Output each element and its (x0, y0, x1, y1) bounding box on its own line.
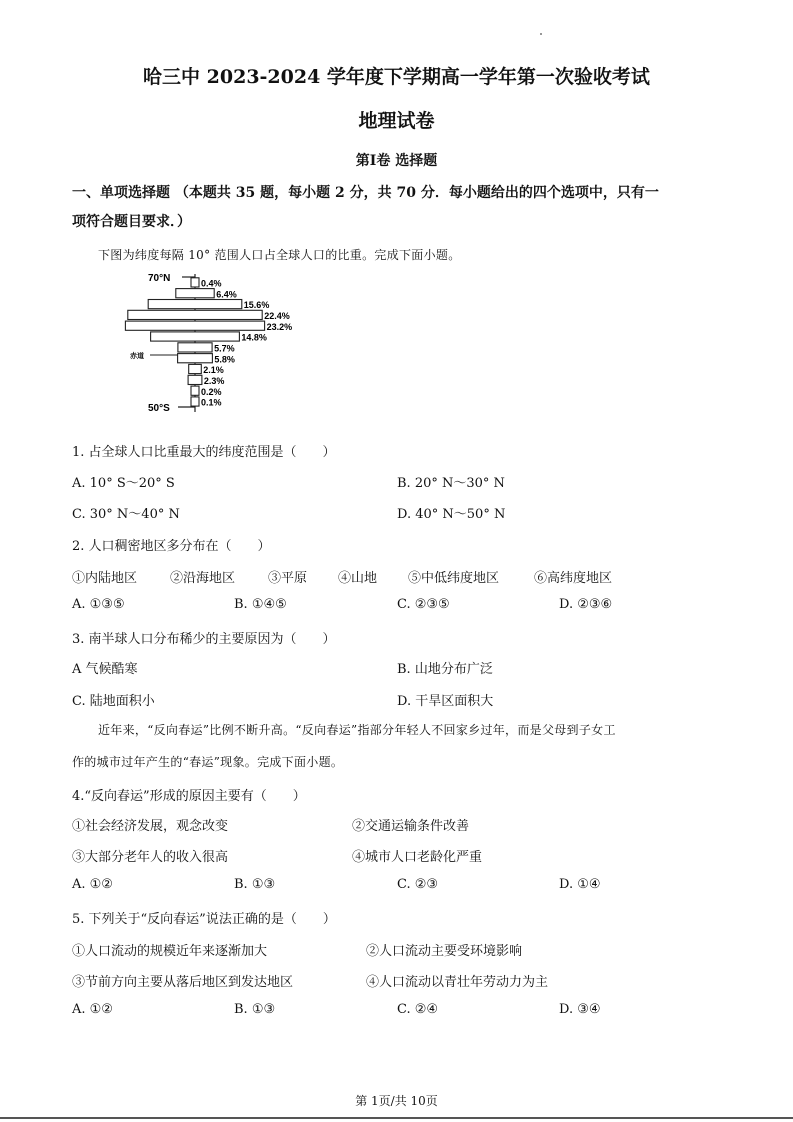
intro-text-2-line2: 作的城市过年产生的“春运”现象。完成下面小题。 (72, 755, 344, 769)
q2-stem: 2. 人口稠密地区多分布在（ ） (72, 539, 271, 554)
section-heading-line2: 项符合题目要求．） (72, 214, 191, 230)
part-title: 第Ⅰ卷 选择题 (355, 153, 438, 169)
population-bar-0°~10°S (178, 354, 213, 363)
page-footer: 第 1页/共 10页 (355, 1094, 438, 1108)
population-bar-label-40°S~50°S: 0.1% (201, 397, 222, 408)
q2-item-4: ④山地 (338, 571, 378, 586)
q2-option-a: A. ①③⑤ (72, 597, 125, 612)
q5-option-a: A. ①② (72, 1002, 113, 1017)
q5-item-3: ③节前方向主要从落后地区到发达地区 (72, 975, 294, 990)
intro-text-1: 下图为纬度每隔 10° 范围人口占全球人口的比重。完成下面小题。 (98, 248, 461, 262)
q3-option-d: D. 干旱区面积大 (397, 694, 494, 709)
q2-option-c: C. ②③⑤ (397, 597, 450, 612)
population-bar-label-10°N~0°: 5.7% (214, 343, 235, 354)
population-bar-10°N~0° (178, 343, 212, 352)
q2-item-5: ⑤中低纬度地区 (408, 571, 500, 586)
population-bar-label-40°N~30°N: 22.4% (264, 311, 290, 321)
q4-option-a: A. ①② (72, 877, 113, 892)
intro-text-2-line1: 近年来，“反向春运”比例不断升高。“反向春运”指部分年轻人不回家乡过年，而是父母到子女工 (98, 723, 616, 737)
q4-option-b: B. ①③ (234, 877, 276, 892)
population-bar-label-20°S~30°S: 2.3% (203, 376, 225, 386)
equator-label: 赤道 (130, 353, 144, 360)
population-bar-label-30°S~40°S: 0.2% (201, 386, 222, 397)
q3-stem: 3. 南半球人口分布稀少的主要原因为（ ） (72, 632, 336, 647)
q3-option-a: A 气候酷寒 (72, 662, 138, 677)
q2-item-3: ③平原 (268, 571, 308, 586)
q5-option-d: D. ③④ (559, 1002, 601, 1017)
q2-item-6: ⑥高纬度地区 (534, 571, 613, 586)
q4-option-d: D. ①④ (559, 877, 601, 892)
q2-item-1: ①内陆地区 (72, 571, 138, 586)
population-bar-20°S~30°S (188, 375, 202, 384)
subject-title: 地理试卷 (358, 110, 435, 132)
population-bar-label-50°N~40°N: 15.6% (243, 300, 270, 311)
population-bar-label-70°N~60°N: 0.4% (201, 278, 222, 289)
bottom-latitude-label: 50°S (148, 403, 170, 414)
q2-item-2: ②沿海地区 (170, 571, 236, 586)
footer-rule (0, 1117, 793, 1119)
q3-option-c: C. 陆地面积小 (72, 694, 155, 709)
q2-option-b: B. ①④⑤ (234, 597, 287, 612)
q4-item-4: ④城市人口老龄化严重 (352, 850, 483, 865)
q5-item-1: ①人口流动的规模近年来逐渐加大 (72, 944, 268, 959)
population-bar-30°N~20°N (125, 321, 264, 330)
q3-option-b: B. 山地分布广泛 (397, 662, 493, 677)
q5-item-4: ④人口流动以青壮年劳动力为主 (366, 975, 549, 990)
top-latitude-label: 70°N (148, 273, 171, 284)
q4-item-1: ①社会经济发展，观念改变 (72, 819, 229, 834)
q5-option-b: B. ①③ (234, 1002, 276, 1017)
q5-option-c: C. ②④ (397, 1002, 439, 1017)
q4-option-c: C. ②③ (397, 877, 439, 892)
q4-stem: 4.“反向春运”形成的原因主要有（ ） (72, 789, 306, 804)
q1-stem: 1. 占全球人口比重最大的纬度范围是（ ） (72, 445, 336, 460)
q1-option-b: B. 20° N～30° N (397, 476, 505, 491)
exam-title: 哈三中 2023-2024 学年度下学期高一学年第一次验收考试 (143, 66, 650, 88)
q4-item-3: ③大部分老年人的收入很高 (72, 850, 229, 865)
population-bar-50°N~40°N (148, 300, 242, 309)
scan-speck (540, 33, 542, 35)
population-bar-label-0°~10°S: 5.8% (214, 354, 235, 365)
population-bar-label-60°N~50°N: 6.4% (216, 289, 237, 300)
population-latitude-chart (60, 268, 360, 416)
population-bar-30°S~40°S (191, 386, 199, 395)
population-bar-40°S~50°S (191, 397, 199, 406)
population-bar-70°N~60°N (191, 278, 199, 287)
population-bar-label-30°N~20°N: 23.2% (266, 321, 293, 332)
population-bar-10°S~20°S (189, 364, 202, 373)
q5-stem: 5. 下列关于“反向春运”说法正确的是（ ） (72, 912, 336, 927)
population-bar-40°N~30°N (128, 310, 262, 319)
q5-item-2: ②人口流动主要受环境影响 (366, 944, 523, 959)
population-bar-20°N~10°N (151, 332, 240, 341)
q2-option-d: D. ②③⑥ (559, 597, 613, 612)
population-bar-label-20°N~10°N: 14.8% (241, 332, 267, 343)
section-heading-line1: 一、单项选择题 （本题共 35 题，每小题 2 分，共 70 分．每小题给出的四个选项中，只有一 (72, 185, 659, 201)
q1-option-a: A. 10° S～20° S (72, 476, 175, 491)
q4-item-2: ②交通运输条件改善 (352, 819, 470, 834)
q1-option-c: C. 30° N～40° N (72, 507, 180, 522)
q1-option-d: D. 40° N～50° N (397, 507, 506, 522)
population-bar-60°N~50°N (176, 289, 214, 298)
population-bar-label-10°S~20°S: 2.1% (203, 365, 224, 376)
